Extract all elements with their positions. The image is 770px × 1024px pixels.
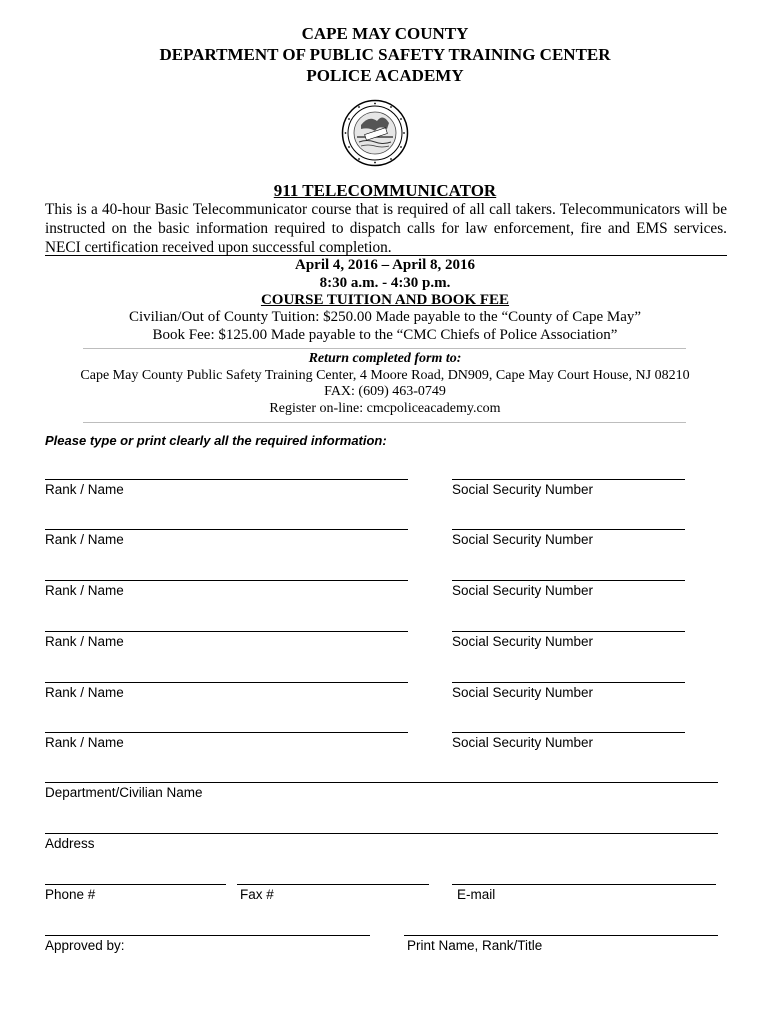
header-line-department: DEPARTMENT OF PUBLIC SAFETY TRAINING CENTER xyxy=(159,45,611,64)
ssn-label: Social Security Number xyxy=(452,482,594,497)
rank-name-field[interactable] xyxy=(45,682,408,683)
approved-by-field[interactable] xyxy=(45,935,370,936)
course-title: 911 TELECOMMUNICATOR xyxy=(273,181,497,200)
course-dates: April 4, 2016 – April 8, 2016 xyxy=(294,257,475,273)
book-fee-line: Book Fee: $125.00 Made payable to the “CMC Chiefs of Police Association” xyxy=(152,327,618,343)
description-rule xyxy=(45,255,727,256)
ssn-label: Social Security Number xyxy=(452,685,594,700)
course-description: This is a 40-hour Basic Telecommunicator course that is required of all call takers. Telecommunicators will be instructed on the basic information required to dispatch calls for law enforcement, fire and EMS services. NECI certification received upon successful completion. xyxy=(45,201,727,256)
rank-name-label: Rank / Name xyxy=(45,735,124,750)
header-line-county: CAPE MAY COUNTY xyxy=(301,24,469,43)
phone-label: Phone # xyxy=(45,887,96,902)
rank-name-label: Rank / Name xyxy=(45,634,124,649)
fee-heading: COURSE TUITION AND BOOK FEE xyxy=(260,292,510,308)
address-field[interactable] xyxy=(45,833,718,834)
ssn-label: Social Security Number xyxy=(452,634,594,649)
header-line-academy: POLICE ACADEMY xyxy=(306,66,464,85)
return-top-rule xyxy=(83,348,686,349)
county-seal-icon xyxy=(341,99,409,167)
course-times: 8:30 a.m. - 4:30 p.m. xyxy=(319,275,451,291)
department-label: Department/Civilian Name xyxy=(45,785,203,800)
ssn-label: Social Security Number xyxy=(452,583,594,598)
rank-name-field[interactable] xyxy=(45,732,408,733)
ssn-field[interactable] xyxy=(452,580,685,581)
fax-label: Fax # xyxy=(240,887,274,902)
register-online: Register on-line: cmcpoliceacademy.com xyxy=(269,401,501,416)
department-field[interactable] xyxy=(45,782,718,783)
phone-field[interactable] xyxy=(45,884,226,885)
address-label: Address xyxy=(45,836,95,851)
ssn-field[interactable] xyxy=(452,631,685,632)
rank-name-label: Rank / Name xyxy=(45,532,124,547)
ssn-label: Social Security Number xyxy=(452,735,594,750)
ssn-field[interactable] xyxy=(452,529,685,530)
ssn-field[interactable] xyxy=(452,682,685,683)
rank-name-field[interactable] xyxy=(45,631,408,632)
ssn-label: Social Security Number xyxy=(452,532,594,547)
ssn-field[interactable] xyxy=(452,479,685,480)
form-instruction: Please type or print clearly all the required information: xyxy=(45,433,387,448)
rank-name-label: Rank / Name xyxy=(45,583,124,598)
rank-name-field[interactable] xyxy=(45,479,408,480)
return-address: Cape May County Public Safety Training Center, 4 Moore Road, DN909, Cape May Court House, NJ 08210 xyxy=(80,368,690,383)
rank-name-field[interactable] xyxy=(45,580,408,581)
return-heading: Return completed form to: xyxy=(308,351,462,366)
rank-name-field[interactable] xyxy=(45,529,408,530)
email-label: E-mail xyxy=(457,887,496,902)
fax-field[interactable] xyxy=(237,884,429,885)
return-fax: FAX: (609) 463-0749 xyxy=(324,384,446,399)
return-bottom-rule xyxy=(83,422,686,423)
email-field[interactable] xyxy=(452,884,716,885)
rank-name-label: Rank / Name xyxy=(45,482,124,497)
print-name-field[interactable] xyxy=(404,935,718,936)
tuition-line: Civilian/Out of County Tuition: $250.00 Made payable to the “County of Cape May” xyxy=(128,309,642,325)
approved-by-label: Approved by: xyxy=(45,938,125,953)
ssn-field[interactable] xyxy=(452,732,685,733)
rank-name-label: Rank / Name xyxy=(45,685,124,700)
print-name-label: Print Name, Rank/Title xyxy=(407,938,543,953)
